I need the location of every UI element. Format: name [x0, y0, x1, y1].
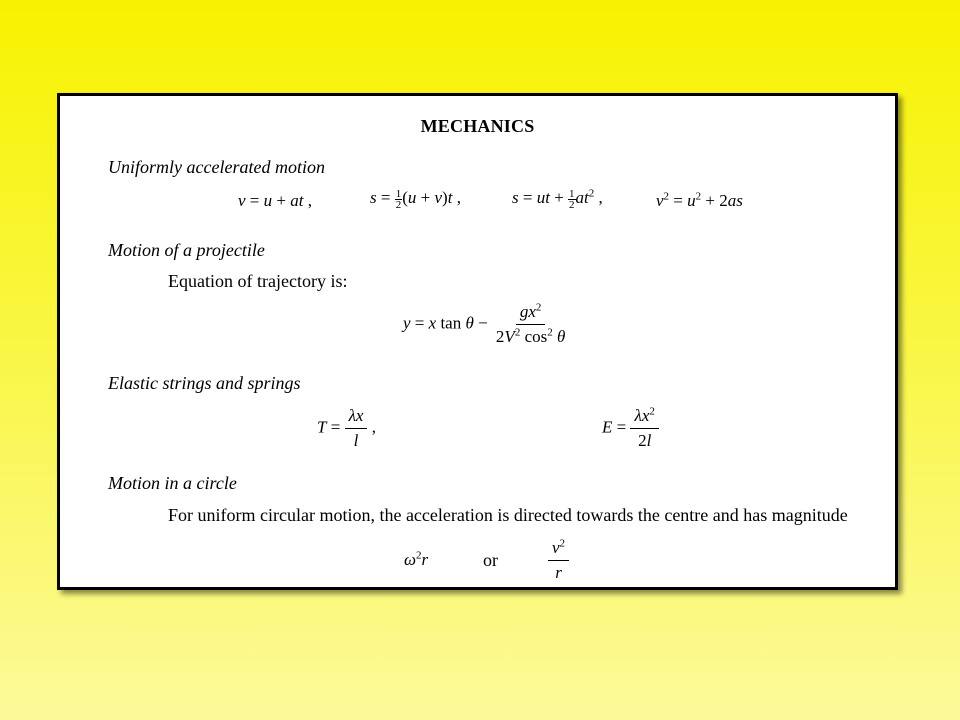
tension-fraction: $\frac{\lambda x}{l}$ [345, 406, 368, 451]
heading-uniform-motion: Uniformly accelerated motion [108, 157, 325, 177]
circular-motion-text: For uniform circular motion, the acceleration is directed towards the centre and has magnitude [168, 505, 848, 525]
formula-s-equals-ut-plus-half-at-squared: s = ut + $\frac{1}{2}$ $at^2$ , [512, 187, 603, 211]
formula-v-equals-u-plus-at: v = u + at , [238, 191, 312, 210]
formula-trajectory: y = x tan θ − $\frac{gx^2}{2V^2 \cos^2 \theta}$ [403, 302, 569, 347]
slide-title: MECHANICS [420, 116, 535, 136]
formula-v-squared-over-r [548, 538, 569, 583]
trajectory-fraction: $\frac{gx^2}{2V^2 \cos^2 \theta}$ [495, 301, 566, 346]
heading-projectile-motion: Motion of a projectile [108, 240, 265, 260]
v-squared-over-r-fraction: $\frac{v^2}{r}$ [548, 538, 569, 583]
energy-fraction: $\frac{\lambda x^2}{2l}$ [630, 406, 658, 451]
formula-card [57, 93, 898, 590]
formula-omega-squared-r: $\omega^2r$ [404, 549, 429, 569]
half-fraction: $\frac{1}{2}$ [569, 187, 575, 211]
trajectory-intro-text: Equation of trajectory is: [168, 271, 348, 291]
or-text: or [483, 550, 498, 570]
half-fraction: $\frac{1}{2}$ [395, 187, 402, 211]
formula-tension: T = $\frac{\lambda x}{l}$ , [317, 406, 376, 450]
heading-elastic-strings: Elastic strings and springs [108, 373, 301, 393]
formula-s-equals-half-u-plus-v-t: s = $\frac{1}{2}$ (u + v)t , [370, 187, 461, 211]
heading-circular-motion: Motion in a circle [108, 473, 237, 493]
formula-elastic-energy: E = $\frac{\lambda x^2}{2l}$ [602, 406, 659, 451]
formula-v-squared-equals-u-squared-plus-2as: $v^2 = u^2 + 2as$ [656, 190, 743, 210]
